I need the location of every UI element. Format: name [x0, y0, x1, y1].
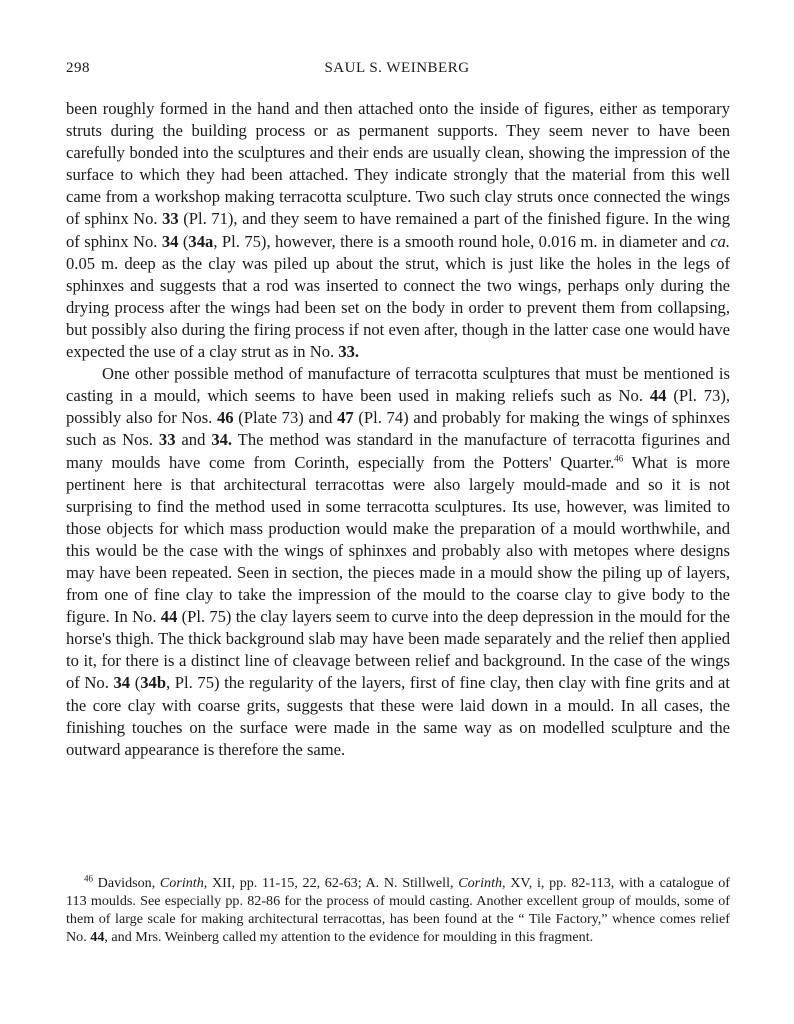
- page-header: [66, 60, 728, 84]
- bold-reference: 34.: [211, 430, 233, 450]
- bold-reference: 34b: [140, 673, 167, 693]
- text-run: , and Mrs. Weinberg called my attention to the evidence for moulding in this fragment.: [104, 929, 594, 945]
- text-run: What is more pertinent here is that architectural terracottas were also largely mould-made and so it is not surprising to find the method used in some terracotta sculptures. Its use, however, was limited to those objects for which mass production would make the preparation of a mould worthwhile, and this would be the case with the wings of sphinxes and probably also with metopes where designs may have been repeated. Seen in section, the pieces made in a mould show the piling up of layers, from one of fine clay to take the impression of the mould to the coarse clay to give body to the figure. In No.: [66, 452, 730, 627]
- text-run: (Pl. 73), possibly also for Nos.: [66, 386, 731, 428]
- text-run: (Pl. 71), and they seem to have remained a part of the finished figure. In the wing of sphinx No.: [66, 209, 730, 251]
- bold-reference: 34: [161, 231, 179, 251]
- text-run: The method was standard in the manufacture of terracotta figurines and many moulds have come from Corinth, especially from the Potters' Quarter.: [66, 430, 731, 472]
- text-run: , Pl. 75), however, there is a smooth round hole, 0.016 m. in diameter and: [213, 231, 711, 251]
- bold-reference: 44: [649, 386, 667, 406]
- bold-reference: 33: [162, 209, 179, 229]
- text-run: (Plate 73) and: [233, 408, 338, 428]
- bold-reference: 47: [337, 408, 354, 428]
- text-run: (: [178, 231, 189, 251]
- text-run: Davidson,: [93, 875, 160, 891]
- bold-reference: 33.: [338, 342, 360, 362]
- bold-reference: 34: [113, 673, 131, 693]
- bold-reference: 44: [160, 607, 178, 627]
- italic-text: Corinth: [458, 875, 503, 891]
- text-run: (Pl. 75) the clay layers seem to curve into the deep depression in the mould for the horse's thigh. The thick background slab may have been made separately and the relief then applied to it, for there is a distinct line of cleavage between relief and background. In the case of the wings of No.: [66, 607, 730, 693]
- italic-text: ca.: [710, 231, 730, 251]
- footnote-paragraph: [66, 874, 730, 946]
- text-run: (: [130, 673, 141, 693]
- footnote: [66, 874, 730, 946]
- text-run: , XII, pp. 11-15, 22, 62-63; A. N. Stillwell,: [203, 875, 459, 891]
- text-run: 0.05 m. deep as the clay was piled up about the strut, which is just like the holes in the legs of sphinxes and suggests that a rod was inserted to connect the two wings, perhaps only during the drying process after the wings had been set on the body in order to prevent them from collapsing, but possibly also during the firing process if not even after, though in the latter case one would have expected the use of a clay strut as in No.: [66, 253, 730, 362]
- bold-reference: 34a: [188, 231, 214, 251]
- running-head: SAUL S. WEINBERG: [324, 60, 470, 76]
- bold-reference: 46: [217, 408, 234, 428]
- body-text: [66, 98, 730, 761]
- body-paragraph: [66, 363, 730, 761]
- bold-reference: 33: [158, 430, 176, 450]
- footnote-marker: 46: [614, 452, 624, 463]
- text-run: been roughly formed in the hand and then attached onto the inside of figures, either as temporary struts during the building process or as permanent supports. They seem never to have been carefully bonded into the sculptures and their ends are usually clean, showing the impression of the surface to which they had been attached. They indicate strongly that the material from this well came from a workshop making terracotta sculpture. Two such clay struts once connected the wings of sphinx No.: [66, 99, 730, 229]
- text-run: (Pl. 74) and probably for making the wings of sphinxes such as Nos.: [66, 408, 730, 450]
- text-run: One other possible method of manufacture of terracotta sculptures that must be mentioned is casting in a mould, which seems to have been used in making reliefs such as No.: [66, 364, 730, 406]
- text-run: , XV, i, pp. 82-113, with a catalogue of 113 moulds. See especially pp. 82-86 for the process of mould casting. Another excellent group of moulds, some of them of large scale for making architectural terracottas, has been found at the “ Tile Factory,” whence comes relief No.: [66, 875, 730, 945]
- bold-reference: 44: [90, 929, 105, 945]
- italic-text: Corinth: [159, 875, 204, 891]
- text-run: , Pl. 75) the regularity of the layers, first of fine clay, then clay with fine grits and at the core clay with coarse grits, suggests that these were laid down in a mould. In all cases, the finishing touches on the surface were made in the same way as on modelled sculpture and the outward appearance is therefore the same.: [66, 673, 730, 759]
- text-run: and: [175, 430, 212, 450]
- footnote-marker: 46: [84, 873, 93, 884]
- body-paragraph: [66, 98, 730, 363]
- page-number: 298: [66, 60, 90, 76]
